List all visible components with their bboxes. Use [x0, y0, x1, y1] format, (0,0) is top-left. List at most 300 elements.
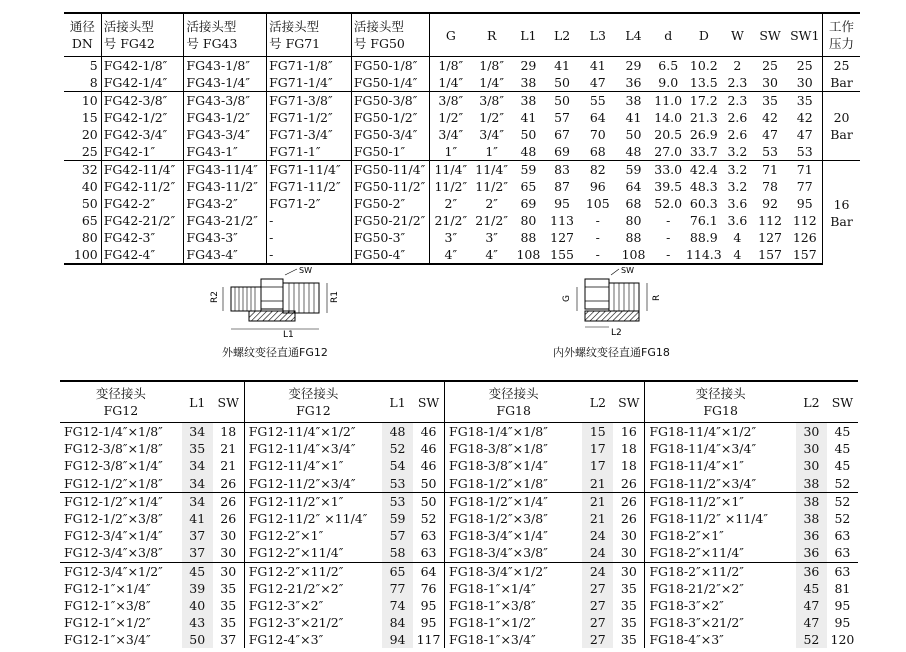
reducer-value-cell: 30: [613, 544, 645, 562]
reducer-value-cell: 26: [213, 492, 245, 510]
reducer-value-cell: 26: [613, 475, 645, 493]
reducer-value-cell: 47: [796, 597, 827, 614]
table-row: [64, 57, 860, 75]
table-cell: FG43-3/4″: [184, 126, 267, 143]
reducer-value-cell: 30: [213, 527, 245, 544]
reducer-value-cell: 76: [413, 580, 445, 597]
table-cell: 67: [554, 127, 571, 142]
table-cell: FG43-1″: [184, 143, 267, 161]
table-cell: -: [267, 212, 352, 229]
reducer-value-cell: 36: [796, 562, 827, 580]
reducer-value-cell: 52: [834, 475, 851, 491]
table-cell: 126: [787, 229, 822, 246]
table-cell: FG42-1/2″: [101, 109, 184, 126]
table-cell: 127: [550, 230, 574, 245]
table-cell: 50: [520, 127, 537, 142]
table-cell: 82: [579, 161, 616, 179]
reducer-model-cell: FG12-3/8″×1/8″: [64, 441, 163, 457]
reducer-model-cell: FG12-3/8″×1/4″: [64, 458, 163, 474]
header-r: R: [471, 13, 512, 57]
table-cell: 9.0: [658, 75, 679, 90]
table-row: [64, 178, 860, 195]
table-cell: 11/4″: [430, 161, 471, 179]
table-cell: 42.4: [686, 161, 723, 179]
reducer-value-cell: 77: [382, 580, 413, 597]
reducer-value-cell: 30: [213, 544, 245, 562]
table-cell: 1/8″: [471, 57, 512, 75]
table-cell: 1/4″: [479, 75, 505, 90]
table-cell: FG42-11/2″: [101, 178, 184, 195]
header-w: W: [722, 13, 753, 57]
table-cell: -: [267, 229, 352, 246]
pressure-unit: Bar: [830, 213, 853, 229]
reducer-value-cell: 45: [182, 562, 213, 580]
reducer-row: [60, 580, 858, 597]
reducer-model-cell: FG12-1″×1/2″: [64, 615, 151, 631]
table-row: [64, 143, 860, 161]
reducer-value-cell: 27: [582, 580, 613, 597]
table-cell: FG42-2″: [101, 195, 184, 212]
reducer-model-cell: FG18-1″×1/2″: [449, 615, 536, 631]
header-d-large: D: [686, 13, 723, 57]
table-cell: 50: [625, 127, 642, 142]
table-cell: 13.5: [689, 75, 718, 90]
reducer-model-cell: FG12-11/4″×1″: [248, 458, 344, 474]
reducer-value-cell: 30: [613, 562, 645, 580]
table-cell: -: [651, 246, 686, 264]
table-cell: 3.2: [727, 144, 748, 159]
reducer-row: [60, 492, 858, 510]
table-cell: 29: [616, 57, 651, 75]
table-cell: 38: [616, 92, 651, 110]
pressure-cell: [823, 161, 860, 265]
header-sw-c: SW: [613, 381, 645, 423]
table-cell: 14.0: [654, 110, 683, 125]
reducer-value-cell: 27: [582, 631, 613, 648]
table-row: [64, 212, 860, 229]
table-cell: 48: [625, 144, 642, 159]
reducer-model-cell: FG18-11/4″×3/4″: [649, 441, 757, 457]
table-cell: 68: [589, 144, 606, 159]
table-cell: 3/4″: [479, 127, 505, 142]
table-cell: 3.6: [727, 213, 748, 228]
table-cell: FG50-3/4″: [351, 126, 430, 143]
reducer-model-cell: FG18-1″×1/4″: [449, 580, 536, 596]
reducer-value-cell: 35: [182, 440, 213, 457]
table-cell: FG43-3/8″: [184, 92, 267, 110]
reducer-value-cell: 95: [834, 615, 851, 631]
table-cell: 157: [753, 246, 788, 264]
table-cell: 55: [579, 92, 616, 110]
table-cell: FG43-4″: [184, 246, 267, 264]
table-cell: FG42-11/4″: [101, 161, 184, 179]
table-cell: FG43-1/4″: [184, 74, 267, 92]
table-cell: FG42-1/4″: [101, 74, 184, 92]
reducer-model-cell: FG18-11/2″ ×11/4″: [649, 511, 769, 527]
reducer-value-cell: 63: [834, 528, 851, 544]
table-cell: 4: [722, 246, 753, 264]
table-cell: 2″: [444, 196, 458, 211]
reducer-model-cell: FG12-3″×21/2″: [248, 615, 344, 631]
table-cell: 38: [520, 75, 537, 90]
table-cell: 87: [554, 179, 571, 194]
table-cell: 1″: [485, 144, 498, 159]
table-cell: 27.0: [654, 144, 683, 159]
reducer-value-cell: 17: [582, 457, 613, 474]
table-cell: 69: [554, 144, 571, 159]
table-cell: 25: [787, 57, 822, 75]
reducer-value-cell: 95: [413, 614, 445, 631]
reducer-value-cell: 38: [796, 492, 827, 510]
table-cell: 59: [616, 161, 651, 179]
reducer-value-cell: 53: [382, 475, 413, 493]
table-cell: FG71-1″: [267, 143, 352, 161]
reducer-model-cell: FG18-1″×3/8″: [449, 597, 536, 613]
table-cell: 3.6: [727, 196, 748, 211]
table-cell: 48.3: [689, 179, 718, 194]
reducer-value-cell: 15: [582, 423, 613, 441]
table-cell: FG43-11/4″: [184, 161, 267, 179]
reducer-value-cell: 45: [834, 458, 851, 474]
reducer-value-cell: 36: [796, 544, 827, 562]
reducer-value-cell: 117: [413, 631, 445, 648]
reducer-value-cell: 46: [413, 440, 445, 457]
reducer-model-cell: FG12-3″×2″: [248, 597, 324, 613]
reducer-value-cell: 50: [182, 631, 213, 648]
reducer-row: [60, 597, 858, 614]
table-cell: 83: [545, 161, 580, 179]
reducer-value-cell: 36: [796, 527, 827, 544]
table-row: [64, 126, 860, 143]
fg12-label-l1: L1: [283, 330, 294, 340]
table-cell: 96: [589, 179, 606, 194]
reducer-model-cell: FG18-3/4″×1/2″: [445, 562, 583, 580]
table-cell: 100: [64, 246, 101, 264]
table-cell: 41: [520, 110, 537, 125]
header-fg71: 活接头型 号 FG71: [267, 13, 352, 57]
reducer-value-cell: 24: [582, 527, 613, 544]
table-cell: -: [595, 230, 600, 245]
table-cell: 50: [545, 92, 580, 110]
reducer-model-cell: FG18-3/4″×1/4″: [449, 528, 548, 544]
table-cell: FG43-2″: [184, 195, 267, 212]
table-cell: 114.3: [685, 247, 722, 262]
reducer-model-cell: FG12-1″×3/4″: [64, 632, 151, 648]
reducer-model-cell: FG12-3/4″×3/8″: [64, 545, 163, 561]
header-l1: L1: [512, 13, 545, 57]
reducer-value-cell: 34: [182, 475, 213, 493]
table-cell: 1″: [444, 144, 458, 159]
table-cell: 50: [64, 195, 101, 212]
reducer-value-cell: 30: [796, 457, 827, 474]
table-cell: FG50-3/8″: [351, 92, 430, 110]
table-cell: 10: [64, 92, 101, 110]
table-cell: 6.5: [651, 57, 686, 75]
reducer-row: [60, 475, 858, 493]
reducer-model-cell: FG12-11/4″×1/2″: [248, 424, 356, 440]
table-cell: 52.0: [654, 196, 683, 211]
table-cell: 64: [589, 110, 606, 125]
table-cell: 8: [64, 74, 101, 92]
reducer-model-cell: FG12-2″×11/4″: [248, 545, 344, 561]
table-cell: 1/4″: [438, 75, 464, 90]
reducer-row: [60, 457, 858, 474]
reducer-value-cell: 65: [382, 562, 413, 580]
pressure-cell: [823, 92, 860, 161]
table-cell: FG42-1/8″: [101, 57, 184, 75]
reducer-value-cell: 30: [796, 423, 827, 441]
reducer-value-cell: 120: [830, 632, 855, 648]
table-cell: FG43-21/2″: [184, 212, 267, 229]
reducer-value-cell: 57: [382, 527, 413, 544]
header-l3: L3: [579, 13, 616, 57]
table-row: [64, 109, 860, 126]
table-cell: FG50-3″: [351, 229, 430, 246]
fg18-drawing: [555, 265, 675, 345]
table-cell: 17.2: [686, 92, 723, 110]
reducer-model-cell: FG12-11/2″×1″: [244, 492, 382, 510]
table-cell: FG71-11/2″: [267, 178, 352, 195]
reducer-value-cell: 46: [413, 457, 445, 474]
table-cell: FG50-11/2″: [351, 178, 430, 195]
reducer-value-cell: 35: [613, 580, 645, 597]
fg18-caption: 内外螺纹变径直通FG18: [553, 346, 670, 359]
reducer-value-cell: 45: [796, 580, 827, 597]
header-l1-a: L1: [182, 381, 213, 423]
reducer-value-cell: 38: [796, 475, 827, 493]
table-cell: 57: [554, 110, 571, 125]
header-fg50: 活接头型 号 FG50: [351, 13, 430, 57]
reducer-model-cell: FG12-4″×3″: [248, 632, 324, 648]
table-cell: 40: [64, 178, 101, 195]
header-l1-b: L1: [382, 381, 413, 423]
reducer-value-cell: 41: [182, 510, 213, 527]
table-cell: FG42-4″: [101, 246, 184, 264]
reducer-value-cell: 40: [182, 597, 213, 614]
table-cell: 26.9: [689, 127, 718, 142]
table-cell: 35: [787, 92, 822, 110]
reducer-value-cell: 95: [413, 597, 445, 614]
table-cell: 1/2″: [479, 110, 505, 125]
table-cell: 69: [520, 196, 537, 211]
table-cell: 30: [787, 74, 822, 92]
reducer-value-cell: 52: [834, 511, 851, 527]
table-cell: 65: [520, 179, 537, 194]
table-cell: 11/2″: [475, 179, 509, 194]
table-cell: FG71-1/8″: [267, 57, 352, 75]
pressure-cell: [823, 57, 860, 92]
reducer-value-cell: 35: [213, 614, 245, 631]
pressure-unit: Bar: [830, 127, 853, 142]
header-l2: L2: [545, 13, 580, 57]
table-cell: 35: [753, 92, 788, 110]
reducer-model-cell: FG12-3/4″×1/2″: [60, 562, 182, 580]
reducer-value-cell: 35: [213, 597, 245, 614]
reducer-model-cell: FG12-1″×3/8″: [64, 597, 151, 613]
table-row: [64, 229, 860, 246]
fg18-label-r: R: [652, 294, 662, 301]
header-pressure: 工作 压力: [823, 13, 860, 57]
table-cell: 2.3: [722, 92, 753, 110]
reducer-value-cell: 52: [796, 631, 827, 648]
table-cell: 32: [64, 161, 101, 179]
table-cell: -: [666, 213, 671, 228]
table-cell: 80: [520, 213, 537, 228]
table-cell: 78: [762, 179, 778, 194]
table-cell: FG43-1/8″: [184, 57, 267, 75]
header-g: G: [430, 13, 471, 57]
table-cell: 59: [512, 161, 545, 179]
reducer-model-cell: FG18-2″×11/2″: [645, 562, 796, 580]
reducer-model-cell: FG18-3″×21/2″: [649, 615, 744, 631]
reducer-model-cell: FG18-11/2″×1″: [645, 492, 796, 510]
table-cell: 39.5: [654, 179, 683, 194]
fg18-label-l2: L2: [611, 328, 622, 338]
reducer-value-cell: 24: [582, 544, 613, 562]
reducer-model-cell: FG18-11/4″×1″: [649, 458, 744, 474]
table-cell: FG50-4″: [351, 246, 430, 264]
reducer-row: [60, 527, 858, 544]
reducer-value-cell: 52: [413, 510, 445, 527]
table-header-row: [64, 13, 860, 57]
reducer-row: [60, 562, 858, 580]
table-cell: FG42-21/2″: [101, 212, 184, 229]
header-fg18-a: 变径接头 FG18: [445, 381, 583, 423]
reducer-header-row: [60, 381, 858, 423]
reducer-value-cell: 54: [382, 457, 413, 474]
reducer-value-cell: 30: [613, 527, 645, 544]
fg18-diagram: [555, 265, 675, 345]
table-cell: 41: [625, 110, 642, 125]
table-cell: 3.2: [727, 179, 748, 194]
table-cell: 3/4″: [438, 127, 464, 142]
table-cell: 95: [554, 196, 571, 211]
table-cell: 3″: [485, 230, 498, 245]
table-cell: FG71-1/4″: [267, 74, 352, 92]
table-row: [64, 92, 860, 110]
reducer-model-cell: FG18-4″×3″: [649, 632, 724, 648]
table-cell: -: [666, 230, 671, 245]
table-cell: 41: [545, 57, 580, 75]
table-row: [64, 246, 860, 264]
table-cell: 105: [585, 196, 610, 211]
reducer-model-cell: FG18-2″×11/4″: [649, 545, 744, 561]
table-cell: -: [267, 246, 352, 264]
table-cell: 60.3: [689, 196, 718, 211]
reducer-value-cell: 30: [213, 562, 245, 580]
pressure-value: 25: [833, 58, 850, 73]
reducer-value-cell: 39: [182, 580, 213, 597]
table-cell: FG50-1″: [351, 143, 430, 161]
reducer-value-cell: 37: [182, 527, 213, 544]
reducer-model-cell: FG18-3/8″×1/4″: [449, 458, 548, 474]
table-cell: FG50-2″: [351, 195, 430, 212]
header-fg43: 活接头型 号 FG43: [184, 13, 267, 57]
reducer-value-cell: 17: [582, 440, 613, 457]
reducer-value-cell: 64: [413, 562, 445, 580]
table-cell: 1/2″: [438, 110, 464, 125]
reducer-value-cell: 35: [213, 580, 245, 597]
table-cell: FG50-1/8″: [351, 57, 430, 75]
table-cell: 10.2: [686, 57, 723, 75]
reducer-value-cell: 27: [582, 597, 613, 614]
reducer-row: [60, 614, 858, 631]
table-cell: 2.3: [727, 75, 748, 90]
pressure-value: 16: [833, 196, 850, 212]
table-cell: 4″: [430, 246, 471, 264]
header-sw1: SW1: [787, 13, 822, 57]
table-cell: FG71-11/4″: [267, 161, 352, 179]
table-cell: 3″: [444, 230, 458, 245]
table-cell: 36: [625, 75, 642, 90]
table-cell: 33.7: [689, 144, 718, 159]
reducer-value-cell: 63: [827, 562, 858, 580]
reducer-value-cell: 18: [613, 440, 645, 457]
table-cell: 113: [550, 213, 574, 228]
table-cell: 70: [589, 127, 606, 142]
reducer-model-cell: FG18-21/2″×2″: [649, 580, 744, 596]
reducer-value-cell: 35: [613, 631, 645, 648]
table-cell: 47: [787, 126, 822, 143]
table-cell: 25: [64, 143, 101, 161]
reducer-value-cell: 52: [382, 440, 413, 457]
table-cell: 15: [64, 109, 101, 126]
table-cell: 88.9: [689, 230, 718, 245]
table-cell: -: [579, 246, 616, 264]
reducer-row: [60, 423, 858, 441]
reducer-value-cell: 50: [413, 475, 445, 493]
reducer-value-cell: 94: [382, 631, 413, 648]
reducer-row: [60, 440, 858, 457]
table-cell: 2.6: [727, 127, 748, 142]
reducer-value-cell: 27: [582, 614, 613, 631]
reducer-value-cell: 47: [796, 614, 827, 631]
reducer-model-cell: FG12-1/4″×1/8″: [64, 424, 163, 440]
reducer-value-cell: 21: [582, 475, 613, 493]
table-cell: 20: [64, 126, 101, 143]
table-cell: 64: [625, 179, 642, 194]
table-cell: 11.0: [651, 92, 686, 110]
table-cell: 2″: [485, 196, 498, 211]
header-d-small: d: [651, 13, 686, 57]
table-cell: FG42-3/8″: [101, 92, 184, 110]
table-cell: 20.5: [654, 127, 683, 142]
reducer-row: [60, 544, 858, 562]
table-cell: FG71-3/8″: [267, 92, 352, 110]
table-row: [64, 161, 860, 179]
reducer-value-cell: 34: [182, 457, 213, 474]
table-cell: 29: [512, 57, 545, 75]
table-cell: FG71-3/4″: [267, 126, 352, 143]
table-cell: 53: [787, 143, 822, 161]
reducer-model-cell: FG12-1″×1/4″: [64, 580, 151, 596]
table-cell: 95: [787, 195, 822, 212]
table-cell: 3/8″: [430, 92, 471, 110]
table-cell: -: [595, 213, 600, 228]
header-fg12-b: 变径接头 FG12: [244, 381, 382, 423]
reducer-model-cell: FG12-1/2″×3/8″: [64, 511, 163, 527]
table-cell: 25: [753, 57, 788, 75]
reducer-model-cell: FG12-11/4″×3/4″: [248, 441, 356, 457]
fg12-label-r2: R2: [210, 291, 220, 303]
table-cell: 127: [758, 230, 782, 245]
table-cell: 11/2″: [434, 179, 468, 194]
table-cell: 3/8″: [471, 92, 512, 110]
table-cell: 77: [787, 178, 822, 195]
reducer-value-cell: 63: [413, 544, 445, 562]
table-row: [64, 74, 860, 92]
reducer-value-cell: 21: [213, 440, 245, 457]
